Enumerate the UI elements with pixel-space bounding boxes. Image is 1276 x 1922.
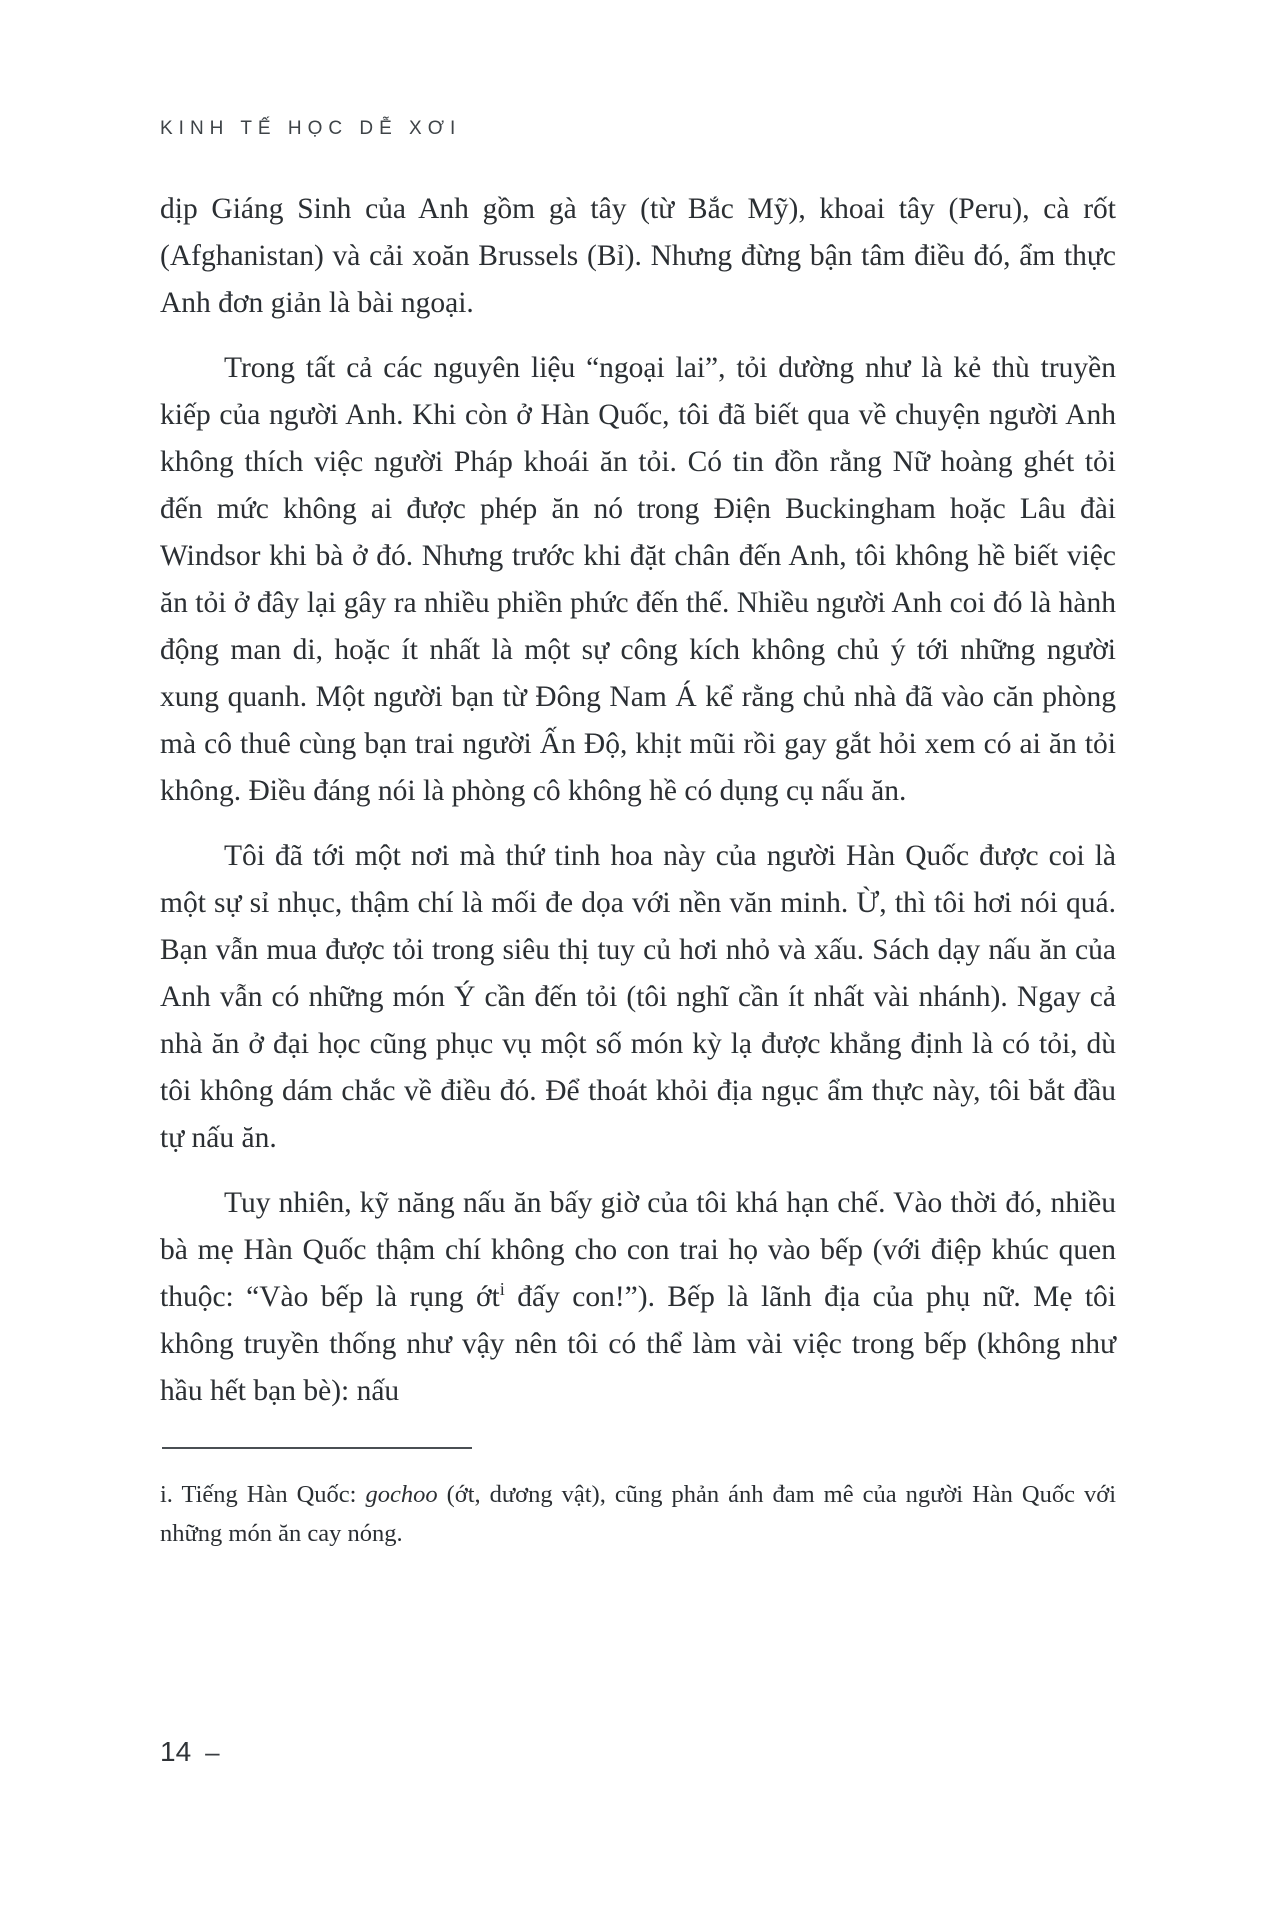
- footnote-text: [160, 1475, 1116, 1553]
- text-run: Tôi đã tới một nơi mà thứ tinh hoa này của người Hàn Quốc được coi là một sự sỉ nhục, thậm chí là mối đe dọa với nền văn minh. Ừ, thì tôi hơi nói quá. Bạn vẫn mua được tỏi trong siêu thị tuy củ hơi nhỏ và xấu. Sách dạy nấu ăn của Anh vẫn có những món Ý cần đến tỏi (tôi nghĩ cần ít nhất vài nhánh). Ngay cả nhà ăn ở đại học cũng phục vụ một số món kỳ lạ được khẳng định là có tỏi, dù tôi không dám chắc về điều đó. Để thoát khỏi địa ngục ẩm thực này, tôi bắt đầu tự nấu ăn.: [160, 840, 1116, 1154]
- text-run: đấy con!”). Bếp là lãnh địa của phụ nữ. Mẹ tôi không truyền thống như vậy nên tôi có thể làm vài việc trong bếp (không như hầu hết bạn bè): nấu: [160, 1281, 1116, 1407]
- paragraph: [160, 186, 1116, 327]
- page-body: [160, 186, 1116, 1415]
- text-run: Trong tất cả các nguyên liệu “ngoại lai”, tỏi dường như là kẻ thù truyền kiếp của người Anh. Khi còn ở Hàn Quốc, tôi đã biết qua về chuyện người Anh không thích việc người Pháp khoái ăn tỏi. Có tin đồn rằng Nữ hoàng ghét tỏi đến mức không ai được phép ăn nó trong Điện Buckingham hoặc Lâu đài Windsor khi bà ở đó. Nhưng trước khi đặt chân đến Anh, tôi không hề biết việc ăn tỏi ở đây lại gây ra nhiều phiền phức đến thế. Nhiều người Anh coi đó là hành động man di, hoặc ít nhất là một sự công kích không chủ ý tới những người xung quanh. Một người bạn từ Đông Nam Á kể rằng chủ nhà đã vào căn phòng mà cô thuê cùng bạn trai người Ấn Độ, khịt mũi rồi gay gắt hỏi xem có ai ăn tỏi không. Điều đáng nói là phòng cô không hề có dụng cụ nấu ăn.: [160, 352, 1116, 807]
- page-footer: [160, 1736, 220, 1768]
- paragraph: [160, 1180, 1116, 1415]
- text-run: Tuy nhiên, kỹ năng nấu ăn bấy giờ của tôi khá hạn chế. Vào thời đó, nhiều bà mẹ Hàn Quốc thậm chí không cho con trai họ vào bếp (với điệp khúc quen thuộc: “Vào bếp là rụng ớt: [160, 1187, 1116, 1313]
- running-title: KINH TẾ HỌC DỄ XƠI: [160, 118, 462, 139]
- text-run: (ớt, dương vật), cũng phản ánh đam mê của người Hàn Quốc với những món ăn cay nóng.: [160, 1481, 1117, 1547]
- page-number: 14: [160, 1736, 192, 1767]
- footnote-rule: [162, 1447, 472, 1449]
- footnote-marker: i: [499, 1279, 505, 1300]
- footnote-section: [160, 1447, 1116, 1553]
- page-number-dash: –: [205, 1736, 220, 1767]
- text-run: dịp Giáng Sinh của Anh gồm gà tây (từ Bắc Mỹ), khoai tây (Peru), cà rốt (Afghanistan) và cải xoăn Brussels (Bỉ). Nhưng đừng bận tâm điều đó, ẩm thực Anh đơn giản là bài ngoại.: [160, 193, 1116, 319]
- paragraph: [160, 833, 1116, 1162]
- text-run: i. Tiếng Hàn Quốc:: [160, 1481, 366, 1508]
- paragraph: [160, 345, 1116, 815]
- italic-term: gochoo: [365, 1481, 438, 1508]
